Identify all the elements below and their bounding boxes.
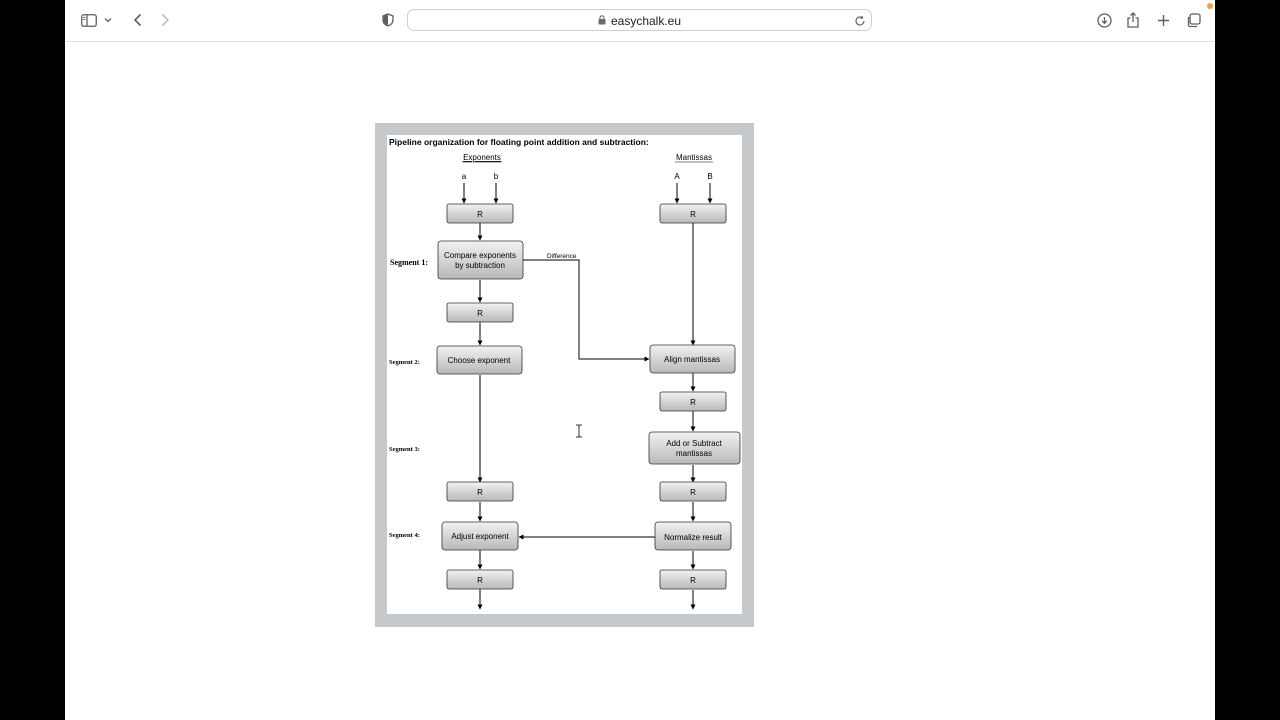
svg-text:R: R xyxy=(690,576,696,585)
svg-text:R: R xyxy=(477,309,483,318)
url-text: easychalk.eu xyxy=(610,14,682,28)
svg-text:by subtraction: by subtraction xyxy=(455,261,505,270)
downloads-icon[interactable] xyxy=(1096,10,1112,30)
add-subtract-mantissas-box xyxy=(649,432,740,464)
difference-label: Difference xyxy=(547,253,577,260)
segment-1-label: Segment 1: xyxy=(390,258,428,267)
choose-exponent-box xyxy=(437,346,522,374)
input-A-label: A xyxy=(674,172,680,181)
diagram-frame xyxy=(375,123,754,627)
tab-overview-icon[interactable] xyxy=(1185,10,1201,30)
notification-dot xyxy=(1207,3,1213,9)
chevron-down-icon[interactable] xyxy=(103,10,113,30)
register-right-4 xyxy=(660,570,726,589)
svg-text:mantissas: mantissas xyxy=(675,449,713,458)
svg-text:R: R xyxy=(477,576,483,585)
compare-exponents-box xyxy=(438,241,523,279)
normalize-result-box xyxy=(655,522,731,550)
register-right-3 xyxy=(660,482,726,501)
svg-text:Add or Subtract: Add or Subtract xyxy=(666,439,722,448)
privacy-shield-icon[interactable] xyxy=(381,10,395,30)
segment-4-label: Segment 4: xyxy=(389,532,420,539)
reload-icon[interactable] xyxy=(854,14,866,32)
svg-text:R: R xyxy=(690,210,696,219)
svg-text:Compare exponents: Compare exponents xyxy=(443,251,517,260)
back-icon[interactable] xyxy=(130,10,144,30)
register-left-4 xyxy=(447,570,513,589)
input-b-label: b xyxy=(493,172,499,181)
register-right-1 xyxy=(660,204,726,223)
lock-icon xyxy=(598,12,606,30)
text-cursor-icon xyxy=(575,424,583,443)
svg-text:R: R xyxy=(477,210,483,219)
forward-icon[interactable] xyxy=(158,10,172,30)
segment-2-label: Segment 2: xyxy=(389,359,420,366)
address-bar[interactable] xyxy=(407,9,872,31)
new-tab-icon[interactable] xyxy=(1155,10,1171,30)
svg-text:Normalize result: Normalize result xyxy=(664,533,722,542)
register-left-1 xyxy=(447,204,513,223)
register-right-2 xyxy=(660,392,726,411)
svg-text:R: R xyxy=(690,488,696,497)
pipeline-diagram xyxy=(387,135,742,614)
svg-text:R: R xyxy=(690,398,696,407)
browser-toolbar xyxy=(65,0,1215,42)
svg-text:R: R xyxy=(477,488,483,497)
segment-3-label: Segment 3: xyxy=(389,446,420,453)
input-B-label: B xyxy=(707,172,713,181)
diagram-image xyxy=(387,135,742,614)
browser-window xyxy=(65,0,1215,720)
sidebar-toggle-icon[interactable] xyxy=(80,10,98,30)
align-mantissas-box xyxy=(650,345,735,373)
register-left-2 xyxy=(447,303,513,322)
share-icon[interactable] xyxy=(1125,10,1141,30)
page-content xyxy=(65,42,1215,720)
adjust-exponent-box xyxy=(442,522,518,550)
exponents-heading: Exponents xyxy=(463,153,501,162)
register-left-3 xyxy=(447,482,513,501)
svg-text:Align mantissas: Align mantissas xyxy=(663,355,721,364)
svg-text:Choose exponent: Choose exponent xyxy=(447,356,511,365)
mantissas-heading: Mantissas xyxy=(675,153,713,162)
svg-text:Adjust exponent: Adjust exponent xyxy=(451,532,509,541)
diagram-title: Pipeline organization for floating point addition and subtraction: xyxy=(389,137,649,147)
input-a-label: a xyxy=(461,172,467,181)
